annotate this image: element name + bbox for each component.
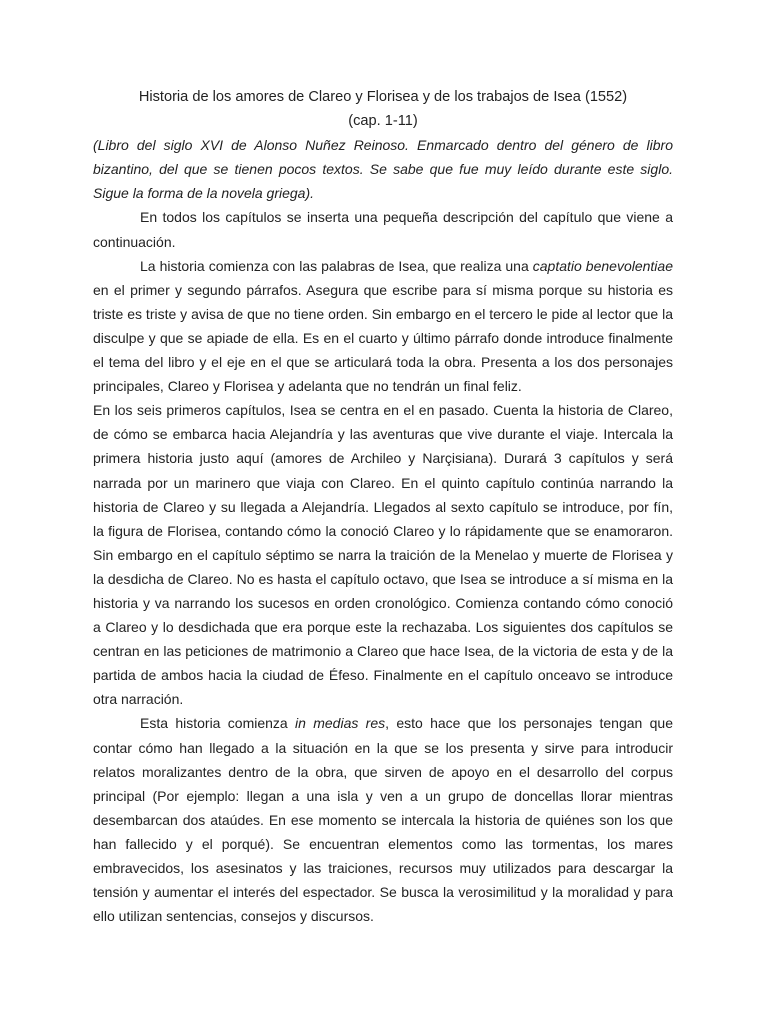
paragraph-2-text-a: La historia comienza con las palabras de Isea, que realiza una (140, 257, 533, 274)
intro-paragraph: (Libro del siglo XVI de Alonso Nuñez Reinoso. Enmarcado dentro del género de libro bizantino, del que se tienen pocos textos. Se sabe que fue muy leído durante este siglo. Sigue la forma de la novela griega). (93, 137, 673, 202)
paragraph-4 (93, 711, 673, 928)
paragraph-4-italic: in medias res (295, 715, 386, 732)
document-body (93, 85, 673, 928)
paragraph-4-text-b: , esto hace que los personajes tengan que contar cómo han llegado a la situación en la que se los presenta y sirve para introducir relatos moralizantes dentro de la obra, que sirven de apoyo en el desarrollo del corpus principal (Por ejemplo: llegan a una isla y ven a un grupo de doncellas llorar mientras desembarcan dos ataúdes. En ese momento se intercala la historia de quiénes son los que han fallecido y el porqué). Se encuentran elementos como las tormentas, los mares embravecidos, los asesinatos y las traiciones, recursos muy utilizados para descargar la tensión y aumentar el interés del espectador. Se busca la verosimilitud y la moralidad y para ello utilizan sentencias, consejos y discursos. (93, 715, 673, 925)
paragraph-3: En los seis primeros capítulos, Isea se centra en el en pasado. Cuenta la historia de Clareo, de cómo se embarca hacia Alejandría y las aventuras que vive durante el viaje. Intercala la primera historia justo aquí (amores de Archileo y Narçisiana). Durará 3 capítulos y será narrada por un marinero que viaja con Clareo. En el quinto capítulo continúa narrando la historia de Clareo y su llegada a Alejandría. Llegados al sexto capítulo se introduce, por fín, la figura de Florisea, contando cómo la conoció Clareo y lo rápidamente que se enamoraron. Sin embargo en el capítulo séptimo se narra la traición de la Menelao y muerte de Florisea y la desdicha de Clareo. No es hasta el capítulo octavo, que Isea se introduce a sí misma en la historia y va narrando los sucesos en orden cronológico. Comienza contando cómo conoció a Clareo y lo desdichada que era porque este la rechazaba. Los siguientes dos capítulos se centran en las peticiones de matrimonio a Clareo que hace Isea, de la victoria de esta y de la partida de ambos hacia la ciudad de Éfeso. Finalmente en el capítulo onceavo se introduce otra narración. (93, 402, 673, 708)
paragraph-2 (93, 254, 673, 399)
paragraph-2-text-b: en el primer y segundo párrafos. Asegura que escribe para sí misma porque su historia es triste es triste y avisa de que no tiene orden. Sin embargo en el tercero le pide al lector que la disculpe y que se apiade de ella. Es en el cuarto y último párrafo donde introduce finalmente el tema del libro y el eje en el que se articulará toda la obra. Presenta a los dos personajes principales, Clareo y Florisea y adelanta que no tendrán un final feliz. (93, 281, 673, 395)
document-title: Historia de los amores de Clareo y Florisea y de los trabajos de Isea (1552) (138, 89, 628, 105)
paragraph-1: En todos los capítulos se inserta una pequeña descripción del capítulo que viene a continuación. (93, 209, 673, 250)
paragraph-2-italic: captatio benevolentiae (532, 257, 673, 274)
paragraph-4-text-a: Esta historia comienza (140, 715, 296, 732)
document-subtitle: (cap. 1-11) (348, 113, 418, 130)
